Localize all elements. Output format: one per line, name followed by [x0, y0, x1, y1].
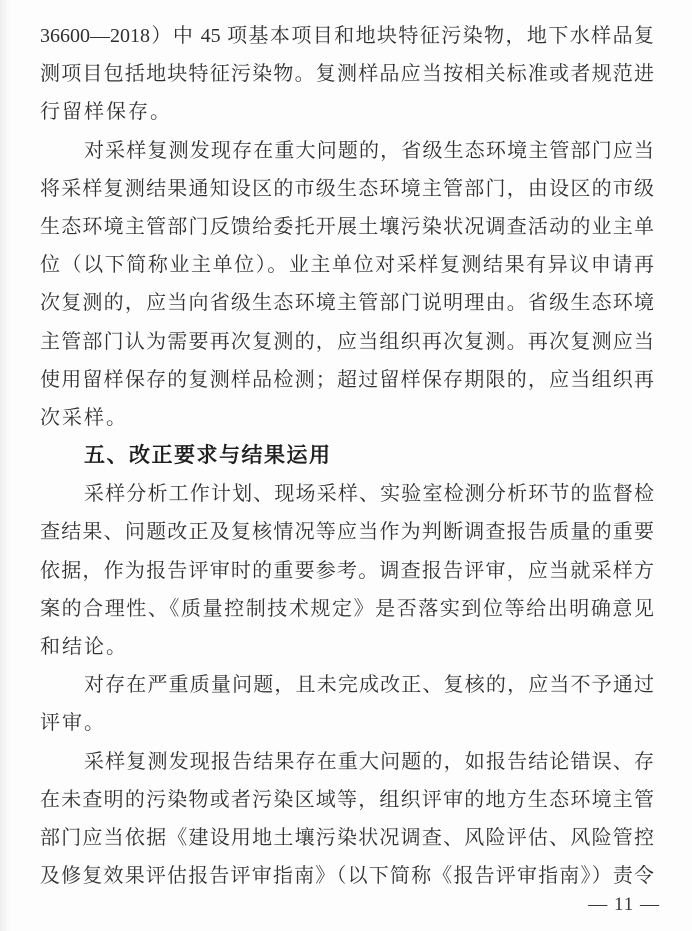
body-line: 和结论。	[40, 636, 128, 658]
body-line: 评审。	[40, 712, 106, 735]
page-number: — 11 —	[588, 894, 660, 915]
document-body	[40, 17, 654, 895]
body-line: 依据，作为报告评审时的重要参考。调查报告评审，应当就采样方	[40, 559, 654, 582]
body-line: 次采样。	[40, 406, 128, 429]
body-line: 对采样复测发现存在重大问题的，省级生态环境主管部门应当	[84, 139, 654, 162]
body-line: 使用留样保存的复测样品检测；超过留样保存期限的，应当组织再	[40, 368, 654, 391]
body-line: 生态环境主管部门反馈给委托开展土壤污染状况调查活动的业主单	[40, 215, 654, 238]
body-line: 36600—2018）中 45 项基本项目和地块特征污染物，地下水样品复	[40, 25, 654, 47]
section-heading: 五、改正要求与结果运用	[84, 444, 332, 468]
body-line: 部门应当依据《建设用地土壤污染状况调查、风险评估、风险管控	[40, 826, 654, 849]
body-line: 采样复测发现报告结果存在重大问题的，如报告结论错误、存	[84, 750, 654, 773]
body-line: 案的合理性、《质量控制技术规定》是否落实到位等给出明确意见	[40, 597, 654, 620]
body-line: 采样分析工作计划、现场采样、实验室检测分析环节的监督检	[84, 483, 654, 506]
body-line: 查结果、问题改正及复核情况等应当作为判断调查报告质量的重要	[40, 521, 654, 544]
body-line: 对存在严重质量问题，且未完成改正、复核的，应当不予通过	[84, 674, 654, 697]
body-line: 及修复效果评估报告评审指南》（以下简称《报告评审指南》）责令	[40, 865, 654, 888]
body-line: 在未查明的污染物或者污染区域等，组织评审的地方生态环境主管	[40, 788, 654, 811]
body-line: 测项目包括地块特征污染物。复测样品应当按相关标准或者规范进	[40, 63, 654, 86]
body-line: 将采样复测结果通知设区的市级生态环境主管部门，由设区的市级	[40, 177, 654, 200]
body-line: 主管部门认为需要再次复测的，应当组织再次复测。再次复测应当	[40, 330, 654, 353]
body-line: 位（以下简称业主单位）。业主单位对采样复测结果有异议申请再	[40, 254, 654, 277]
body-line: 次复测的，应当向省级生态环境主管部门说明理由。省级生态环境	[40, 292, 654, 315]
body-line: 行留样保存。	[40, 101, 172, 124]
